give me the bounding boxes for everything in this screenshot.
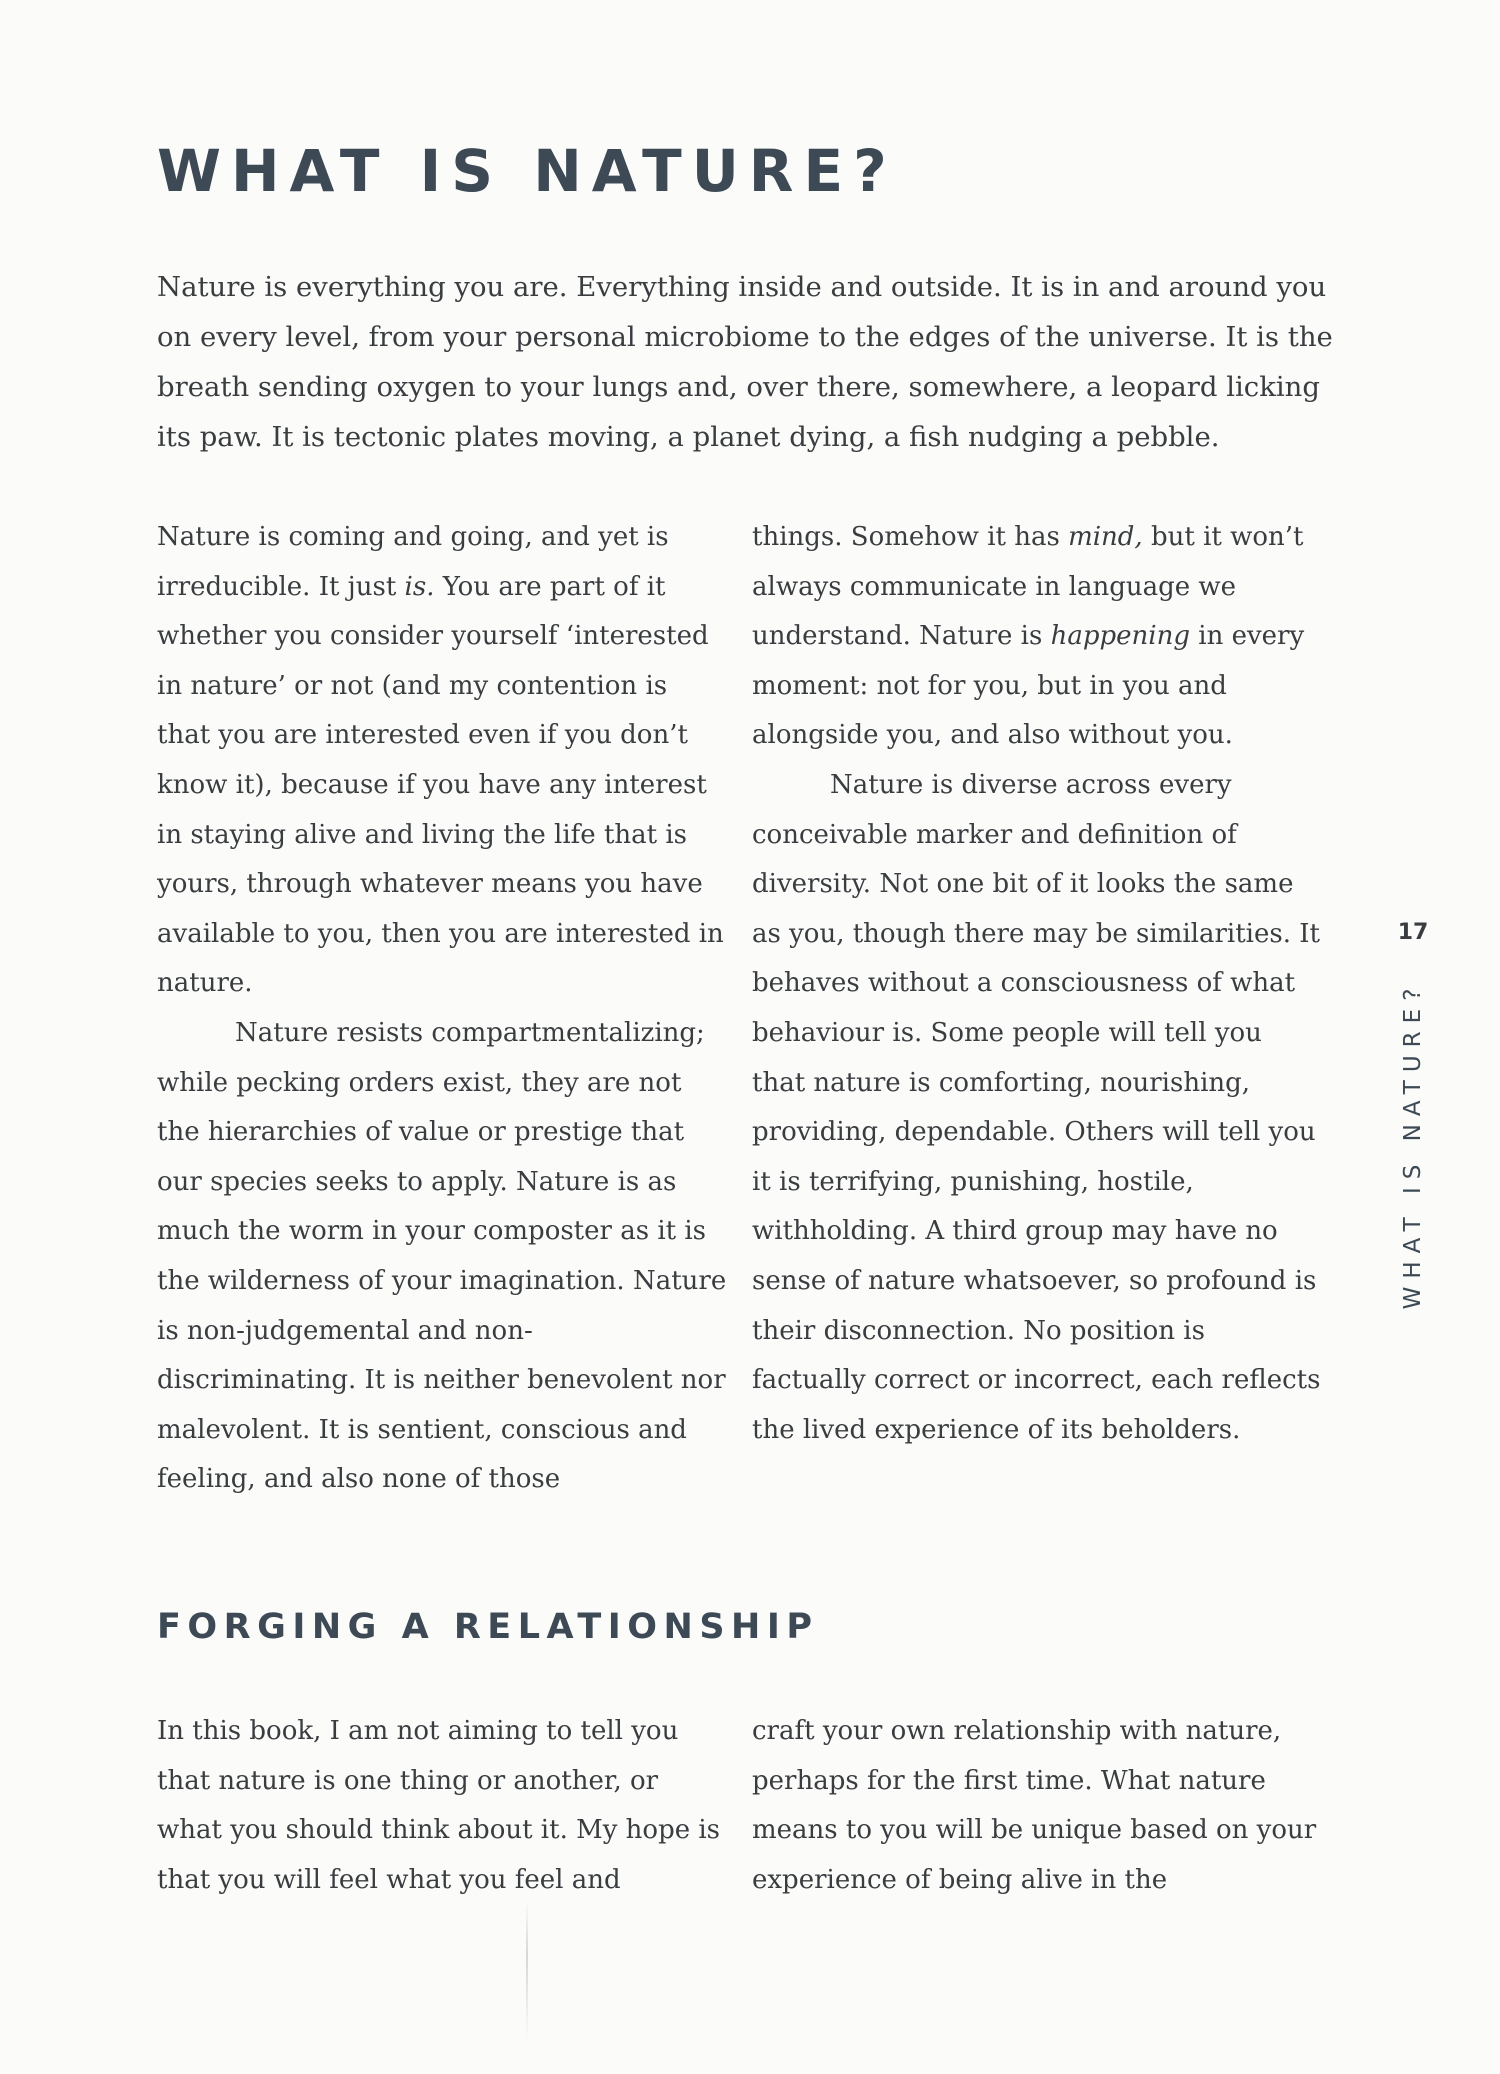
section2-left-paragraph: In this book, I am not aiming to tell you that nature is one thing or another, or what you should think about it. My hope is that you will feel what you feel and	[157, 1716, 721, 1895]
section2-right-column	[752, 1707, 1322, 1905]
page-crease	[526, 1900, 528, 2040]
section1-right-paragraph-2: Nature is diverse across every conceivable marker and definition of diversity. Not one bit of it looks the same as you, though there may be similarities. It behaves without a consciousness of what behaviour is. Some people will tell you that nature is comforting, nourishing, providing, dependable. Others will tell you it is terrifying, punishing, hostile, withholding. A third group may have no sense of nature whatsoever, so profound is their disconnection. No position is factually correct or incorrect, each reflects the lived experience of its beholders.	[752, 769, 1321, 1445]
intro-paragraph: Nature is everything you are. Everything inside and outside. It is in and around you on every level, from your personal microbiome to the edges of the universe. It is the breath sending oxygen to your lungs and, over there, somewhere, a leopard licking its paw. It is tectonic plates moving, a planet dying, a fish nudging a pebble.	[157, 271, 1333, 453]
section-heading: FORGING A RELATIONSHIP	[157, 1607, 819, 1647]
chapter-title: WHAT IS NATURE?	[157, 137, 897, 205]
section1-left-column	[157, 513, 727, 1505]
section1-left-paragraph-1: Nature is coming and going, and yet is irreducible. It just is. You are part of it whether you consider yourself ‘interested in nature’ or not (and my contention is that you are interested even if you don’t know it), because if you have any interest in staying alive and living the life that is yours, through whatever means you have available to you, then you are interested in nature.	[157, 522, 724, 999]
section2-left-column	[157, 1707, 727, 1905]
page-number: 17	[1397, 920, 1429, 945]
section1-right-column	[752, 513, 1322, 1455]
running-head: WHAT IS NATURE?	[1400, 980, 1426, 1310]
section1-left-paragraph-2: Nature resists compartmentalizing; while pecking orders exist, they are not the hierarchies of value or prestige that our species seeks to apply. Nature is as much the worm in your composter as it is the wilderness of your imagination. Nature is non-judgemental and non-discriminating. It is neither benevolent nor malevolent. It is sentient, conscious and feeling, and also none of those	[157, 1017, 727, 1495]
section1-right-paragraph-1: things. Somehow it has mind, but it won’t always communicate in language we understand. Nature is happening in every moment: not for you, but in you and alongside you, and also without you.	[752, 522, 1305, 751]
section2-right-paragraph: craft your own relationship with nature, perhaps for the first time. What nature means to you will be unique based on your experience of being alive in the	[752, 1716, 1317, 1895]
